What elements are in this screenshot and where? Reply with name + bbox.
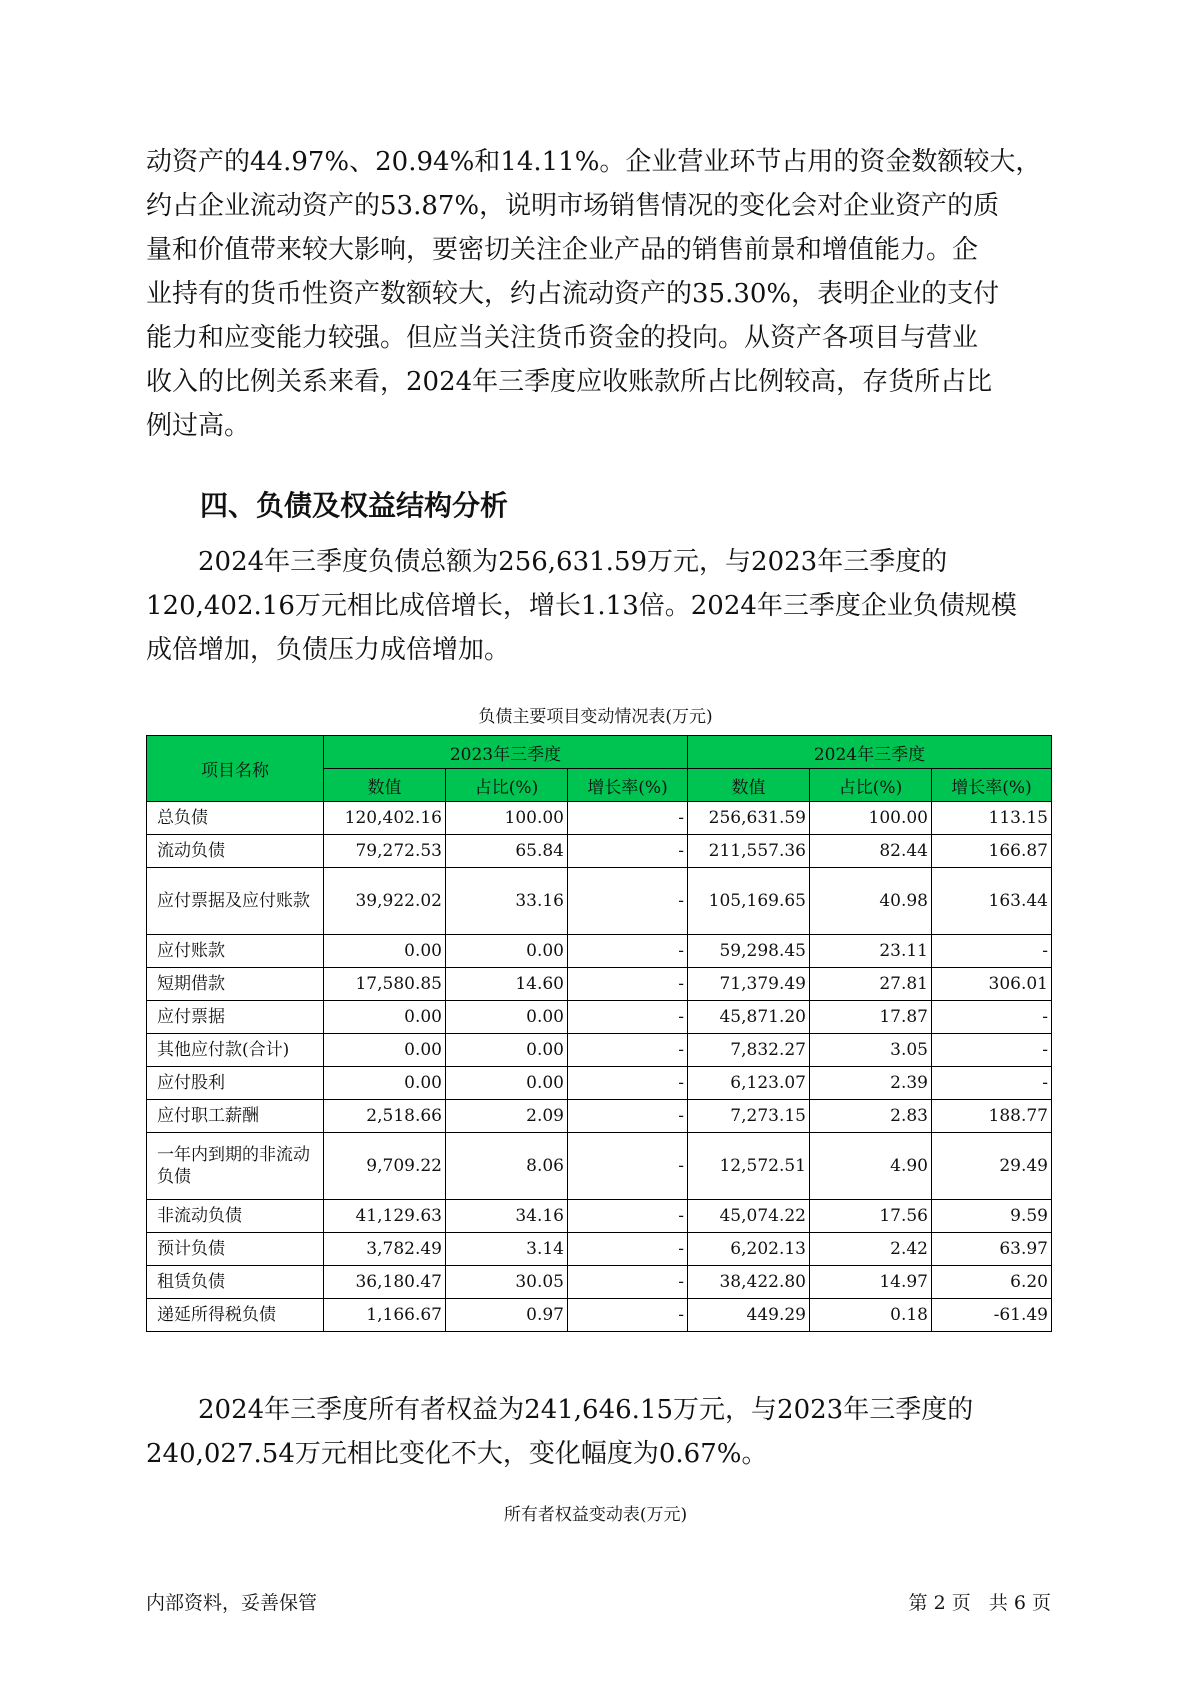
value-2024: 12,572.51 <box>688 1133 810 1200</box>
growth-2023: - <box>568 1034 688 1067</box>
intro-line: 业持有的货币性资产数额较大，约占流动资产的35.30%，表明企业的支付 <box>146 279 1000 309</box>
row-name: 非流动负债 <box>147 1200 324 1233</box>
section-heading: 四、负债及权益结构分析 <box>200 489 509 522</box>
liability-line: 成倍增加，负债压力成倍增加。 <box>146 635 511 665</box>
table-row <box>147 968 1052 1001</box>
table-row <box>147 1299 1052 1332</box>
row-name: 应付职工薪酬 <box>147 1100 324 1133</box>
share-2023: 34.16 <box>446 1200 568 1233</box>
intro-line: 量和价值带来较大影响，要密切关注企业产品的销售前景和增值能力。企 <box>146 235 979 265</box>
growth-2023: - <box>568 1233 688 1266</box>
row-name: 应付票据及应付账款 <box>147 868 324 935</box>
row-name: 应付账款 <box>147 935 324 968</box>
value-2023: 36,180.47 <box>324 1266 446 1299</box>
growth-2023: - <box>568 935 688 968</box>
table-row <box>147 868 1052 935</box>
share-2024: 2.42 <box>810 1233 932 1266</box>
liability-table-caption: 负债主要项目变动情况表(万元) <box>478 707 713 727</box>
table-row <box>147 1034 1052 1067</box>
value-2023: 0.00 <box>324 1001 446 1034</box>
value-2024: 45,871.20 <box>688 1001 810 1034</box>
growth-2024: 163.44 <box>932 868 1052 935</box>
liability-table <box>146 735 1052 1332</box>
growth-2024: 63.97 <box>932 1233 1052 1266</box>
growth-2023: - <box>568 802 688 835</box>
share-2023: 0.97 <box>446 1299 568 1332</box>
header-period-2024: 2024年三季度 <box>688 736 1052 769</box>
row-name: 预计负债 <box>147 1233 324 1266</box>
share-2023: 8.06 <box>446 1133 568 1200</box>
value-2023: 2,518.66 <box>324 1100 446 1133</box>
value-2024: 7,273.15 <box>688 1100 810 1133</box>
growth-2024: 188.77 <box>932 1100 1052 1133</box>
value-2023: 3,782.49 <box>324 1233 446 1266</box>
footer-confidential-note: 内部资料，妥善保管 <box>146 1592 318 1614</box>
table-row <box>147 1001 1052 1034</box>
liability-line: 2024年三季度负债总额为256,631.59万元，与2023年三季度的 <box>198 547 948 577</box>
share-2024: 17.56 <box>810 1200 932 1233</box>
share-2023: 100.00 <box>446 802 568 835</box>
share-2024: 4.90 <box>810 1133 932 1200</box>
intro-paragraph <box>146 140 1046 448</box>
growth-2023: - <box>568 1100 688 1133</box>
growth-2024: 6.20 <box>932 1266 1052 1299</box>
growth-2023: - <box>568 1266 688 1299</box>
value-2024: 256,631.59 <box>688 802 810 835</box>
value-2024: 211,557.36 <box>688 835 810 868</box>
equity-table-caption: 所有者权益变动表(万元) <box>503 1505 688 1525</box>
row-name: 流动负债 <box>147 835 324 868</box>
value-2023: 1,166.67 <box>324 1299 446 1332</box>
share-2023: 30.05 <box>446 1266 568 1299</box>
row-name: 应付票据 <box>147 1001 324 1034</box>
value-2023: 39,922.02 <box>324 868 446 935</box>
growth-2023: - <box>568 1133 688 1200</box>
footer-page-number: 第 2 页 共 6 页 <box>908 1592 1051 1614</box>
header-growth-2024: 增长率(%) <box>932 769 1052 802</box>
equity-paragraph <box>146 1388 1046 1476</box>
growth-2024: - <box>932 1001 1052 1034</box>
value-2023: 0.00 <box>324 1067 446 1100</box>
value-2023: 120,402.16 <box>324 802 446 835</box>
growth-2023: - <box>568 968 688 1001</box>
growth-2024: - <box>932 935 1052 968</box>
value-2024: 6,123.07 <box>688 1067 810 1100</box>
growth-2024: -61.49 <box>932 1299 1052 1332</box>
equity-line: 240,027.54万元相比变化不大，变化幅度为0.67%。 <box>146 1439 768 1469</box>
value-2024: 105,169.65 <box>688 868 810 935</box>
share-2023: 2.09 <box>446 1100 568 1133</box>
growth-2024: - <box>932 1034 1052 1067</box>
share-2024: 23.11 <box>810 935 932 968</box>
share-2024: 17.87 <box>810 1001 932 1034</box>
share-2024: 3.05 <box>810 1034 932 1067</box>
table-row <box>147 1200 1052 1233</box>
value-2024: 449.29 <box>688 1299 810 1332</box>
value-2024: 59,298.45 <box>688 935 810 968</box>
share-2023: 33.16 <box>446 868 568 935</box>
value-2023: 0.00 <box>324 935 446 968</box>
row-name: 总负债 <box>147 802 324 835</box>
header-value-2023: 数值 <box>324 769 446 802</box>
growth-2024: 166.87 <box>932 835 1052 868</box>
intro-line: 收入的比例关系来看，2024年三季度应收账款所占比例较高，存货所占比 <box>146 367 993 397</box>
header-growth-2023: 增长率(%) <box>568 769 688 802</box>
header-share-2023: 占比(%) <box>446 769 568 802</box>
header-value-2024: 数值 <box>688 769 810 802</box>
growth-2024: 9.59 <box>932 1200 1052 1233</box>
intro-line: 能力和应变能力较强。但应当关注货币资金的投向。从资产各项目与营业 <box>146 323 979 353</box>
table-row <box>147 1266 1052 1299</box>
liability-line: 120,402.16万元相比成倍增长，增长1.13倍。2024年三季度企业负债规模 <box>146 591 1017 621</box>
table-row <box>147 1067 1052 1100</box>
table-row <box>147 1100 1052 1133</box>
value-2023: 0.00 <box>324 1034 446 1067</box>
row-name: 一年内到期的非流动负债 <box>147 1133 324 1200</box>
table-row <box>147 802 1052 835</box>
row-name: 应付股利 <box>147 1067 324 1100</box>
growth-2023: - <box>568 1299 688 1332</box>
table-row <box>147 1233 1052 1266</box>
row-name: 短期借款 <box>147 968 324 1001</box>
share-2024: 100.00 <box>810 802 932 835</box>
table-row <box>147 835 1052 868</box>
growth-2023: - <box>568 1200 688 1233</box>
growth-2023: - <box>568 835 688 868</box>
liability-paragraph <box>146 540 1046 672</box>
share-2023: 0.00 <box>446 1067 568 1100</box>
share-2023: 65.84 <box>446 835 568 868</box>
value-2023: 79,272.53 <box>324 835 446 868</box>
value-2023: 41,129.63 <box>324 1200 446 1233</box>
share-2024: 0.18 <box>810 1299 932 1332</box>
row-name: 其他应付款(合计) <box>147 1034 324 1067</box>
share-2024: 2.83 <box>810 1100 932 1133</box>
value-2024: 45,074.22 <box>688 1200 810 1233</box>
share-2024: 2.39 <box>810 1067 932 1100</box>
value-2023: 17,580.85 <box>324 968 446 1001</box>
value-2024: 6,202.13 <box>688 1233 810 1266</box>
value-2024: 7,832.27 <box>688 1034 810 1067</box>
header-period-2023: 2023年三季度 <box>324 736 688 769</box>
value-2023: 9,709.22 <box>324 1133 446 1200</box>
value-2024: 71,379.49 <box>688 968 810 1001</box>
value-2024: 38,422.80 <box>688 1266 810 1299</box>
table-row <box>147 1133 1052 1200</box>
table-row <box>147 935 1052 968</box>
growth-2024: 29.49 <box>932 1133 1052 1200</box>
intro-line: 约占企业流动资产的53.87%，说明市场销售情况的变化会对企业资产的质 <box>146 191 1000 221</box>
share-2023: 0.00 <box>446 1001 568 1034</box>
growth-2023: - <box>568 1067 688 1100</box>
intro-line: 动资产的44.97%、20.94%和14.11%。企业营业环节占用的资金数额较大， <box>146 147 1042 177</box>
row-name: 租赁负债 <box>147 1266 324 1299</box>
share-2024: 27.81 <box>810 968 932 1001</box>
share-2023: 14.60 <box>446 968 568 1001</box>
growth-2024: 113.15 <box>932 802 1052 835</box>
share-2023: 3.14 <box>446 1233 568 1266</box>
share-2024: 14.97 <box>810 1266 932 1299</box>
row-name: 递延所得税负债 <box>147 1299 324 1332</box>
growth-2023: - <box>568 868 688 935</box>
growth-2024: - <box>932 1067 1052 1100</box>
share-2024: 82.44 <box>810 835 932 868</box>
share-2023: 0.00 <box>446 1034 568 1067</box>
equity-line: 2024年三季度所有者权益为241,646.15万元，与2023年三季度的 <box>198 1395 974 1425</box>
growth-2024: 306.01 <box>932 968 1052 1001</box>
share-2024: 40.98 <box>810 868 932 935</box>
header-share-2024: 占比(%) <box>810 769 932 802</box>
header-item-name: 项目名称 <box>147 736 324 802</box>
intro-line: 例过高。 <box>146 411 251 441</box>
share-2023: 0.00 <box>446 935 568 968</box>
growth-2023: - <box>568 1001 688 1034</box>
